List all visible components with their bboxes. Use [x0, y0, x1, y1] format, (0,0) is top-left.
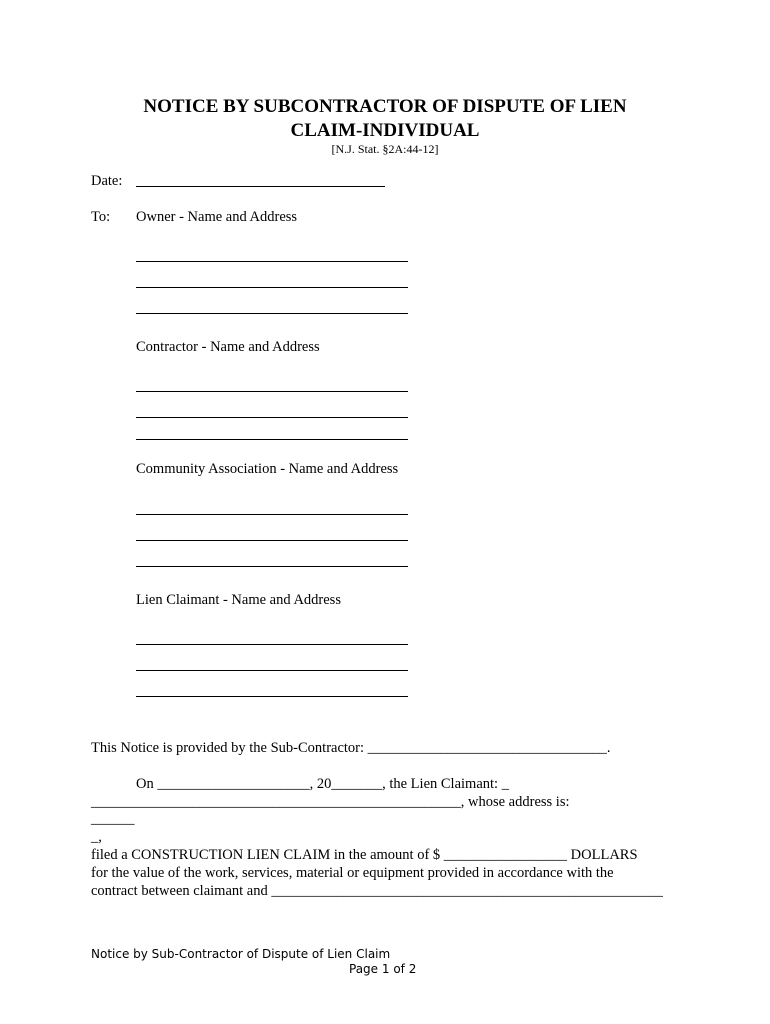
paragraph-line-3: ______ — [91, 811, 135, 827]
claimant-blank-line-2[interactable] — [136, 670, 408, 671]
contractor-blank-line-3[interactable] — [136, 439, 408, 440]
paragraph-line-6: for the value of the work, services, material or equipment provided in accordance with the — [91, 865, 614, 881]
date-blank-line[interactable] — [136, 186, 385, 187]
paragraph-line-1: On _____________________, 20_______, the Lien Claimant: _ — [136, 776, 509, 792]
contractor-blank-line-1[interactable] — [136, 391, 408, 392]
lien-claimant-label: Lien Claimant - Name and Address — [136, 592, 341, 608]
contractor-label: Contractor - Name and Address — [136, 339, 320, 355]
owner-blank-line-2[interactable] — [136, 287, 408, 288]
contractor-blank-line-2[interactable] — [136, 417, 408, 418]
community-association-label: Community Association - Name and Address — [136, 461, 399, 477]
community-blank-line-1[interactable] — [136, 514, 408, 515]
owner-blank-line-3[interactable] — [136, 313, 408, 314]
paragraph-line-2: ___________________________________________________, whose address is: — [91, 794, 570, 810]
footer-document-name: Notice by Sub-Contractor of Dispute of Lien Claim — [91, 947, 391, 961]
claimant-blank-line-1[interactable] — [136, 644, 408, 645]
document-title-line-2: CLAIM-INDIVIDUAL — [290, 120, 480, 141]
to-label: To: — [91, 209, 111, 225]
paragraph-line-5: filed a CONSTRUCTION LIEN CLAIM in the amount of $ _________________ DOLLARS — [91, 847, 638, 863]
paragraph-line-4: _, — [91, 829, 102, 845]
claimant-blank-line-3[interactable] — [136, 696, 408, 697]
footer-page-number: Page 1 of 2 — [349, 962, 417, 976]
paragraph-line-7: contract between claimant and ______________________________________________________ — [91, 883, 663, 899]
owner-label: Owner - Name and Address — [136, 209, 298, 225]
provided-by-line: This Notice is provided by the Sub-Contractor: _________________________________. — [91, 740, 611, 756]
owner-blank-line-1[interactable] — [136, 261, 408, 262]
date-label: Date: — [91, 173, 123, 189]
community-blank-line-2[interactable] — [136, 540, 408, 541]
community-blank-line-3[interactable] — [136, 566, 408, 567]
document-title-line-1: NOTICE BY SUBCONTRACTOR OF DISPUTE OF LIEN — [143, 96, 627, 117]
statute-reference: [N.J. Stat. §2A:44-12] — [331, 142, 439, 156]
